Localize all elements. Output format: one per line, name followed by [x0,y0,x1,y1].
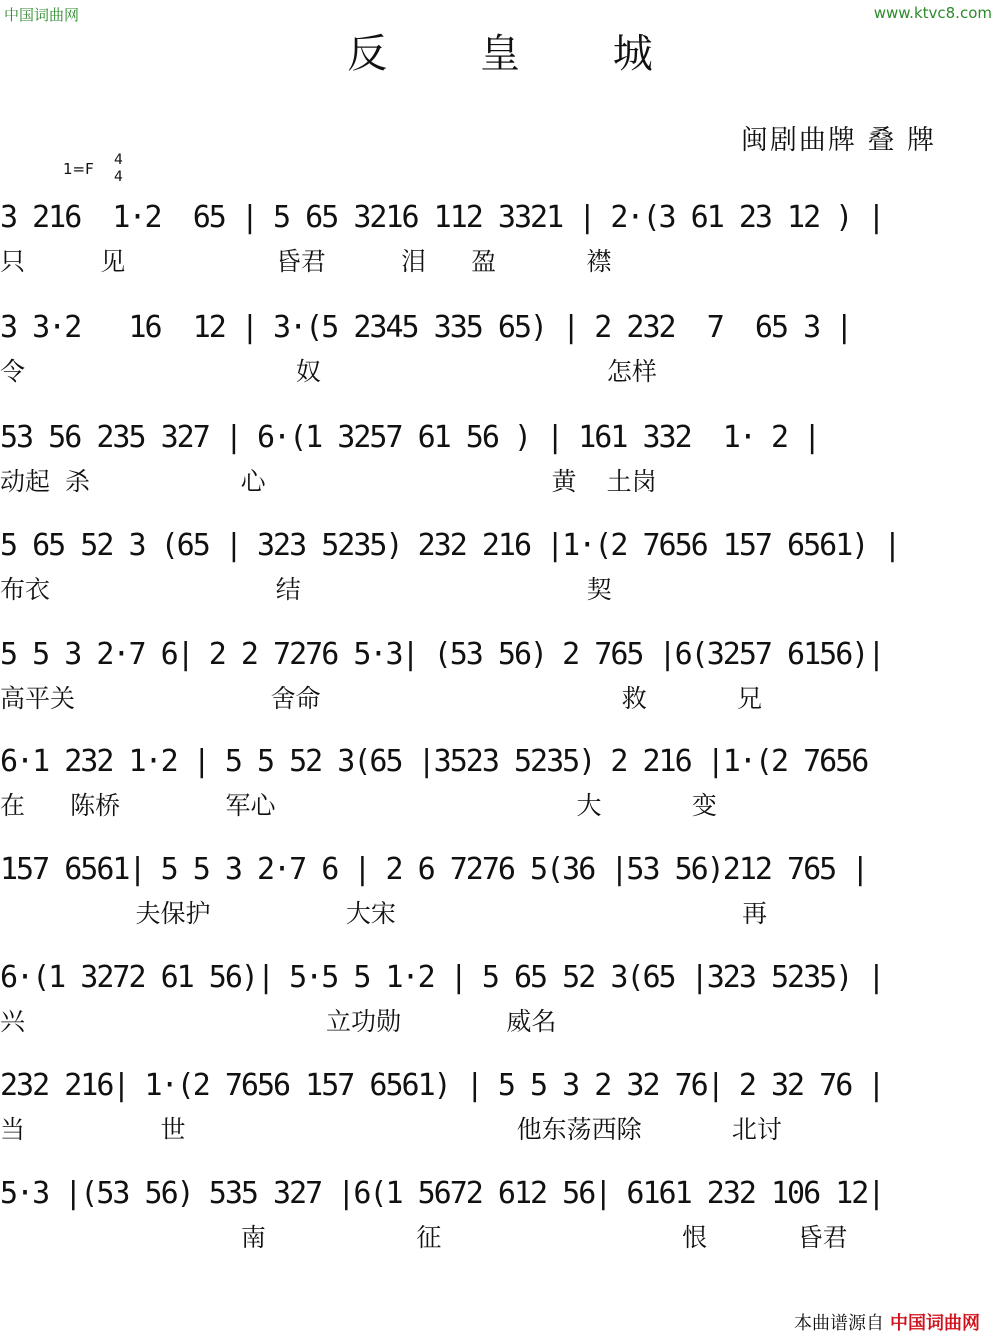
melody-line: 5 5 3 2·7 6| 2 2 7276 5·3| (53 56) 2 765 |6(3257 6156)| [0,637,884,672]
lyrics-line: 动起 杀 心 黄 土岗 [0,467,657,496]
melody-line: 6·(1 3272 61 56)| 5·5 5 1·2 | 5 65 52 3(65 |323 5235) | [0,960,884,995]
score-row-4 [0,526,1000,626]
score-row-1 [0,198,1000,298]
lyrics-line: 南 征 恨 昏君 [0,1223,848,1252]
melody-line: 3 216 1·2 65 | 5 65 3216 112 3321 | 2·(3 61 23 12 ) | [0,200,884,235]
melody-line: 157 6561| 5 5 3 2·7 6 | 2 6 7276 5(36 |53 56)212 765 | [0,852,868,887]
melody-line: 232 216| 1·(2 7656 157 6561) | 5 5 3 2 32 76| 2 32 76 | [0,1068,884,1103]
watermark-site-right: www.ktvc8.com [873,4,992,22]
time-signature-bottom: 4 [114,169,123,185]
score-title: 反 皇 城 [347,31,693,77]
score-row-7 [0,850,1000,950]
score-row-8 [0,958,1000,1058]
watermark-site-left: 中国词曲网 [4,6,80,24]
melody-line: 53 56 235 327 | 6·(1 3257 61 56 ) | 161 332 1· 2 | [0,420,820,455]
score-row-3 [0,418,1000,518]
score-row-10 [0,1174,1000,1274]
lyrics-line: 令 奴 怎样 [0,357,657,386]
melody-line: 3 3·2 16 12 | 3·(5 2345 335 65) | 2 232 7 65 3 | [0,310,852,345]
time-signature-top: 4 [114,152,123,168]
score-source: 闽剧曲牌 叠 牌 [740,125,936,156]
lyrics-line: 高平关 舍命 救 兄 [0,684,763,713]
lyrics-line: 兴 立功勋 威名 [0,1007,557,1036]
score-row-5 [0,635,1000,735]
lyrics-line: 当 世 他东荡西除 北讨 [0,1115,782,1144]
footer-source-label: 本曲谱源自 [794,1313,884,1334]
melody-line: 6·1 232 1·2 | 5 5 52 3(65 |3523 5235) 2 216 |1·(2 7656 [0,744,868,779]
key-signature: 1=F [63,160,94,178]
lyrics-line: 在 陈桥 军心 大 变 [0,791,717,820]
score-row-6 [0,742,1000,842]
melody-line: 5·3 |(53 56) 535 327 |6(1 5672 612 56| 6161 232 106 12| [0,1176,884,1211]
lyrics-line: 只 见 昏君 泪 盈 襟 [0,247,612,276]
score-row-9 [0,1066,1000,1166]
melody-line: 5 65 52 3 (65 | 323 5235) 232 216 |1·(2 7656 157 6561) | [0,528,900,563]
footer-site-link[interactable]: 中国词曲网 [890,1313,980,1334]
lyrics-line: 夫保护 大宋 再 [0,899,768,928]
score-row-2 [0,308,1000,408]
time-signature [114,152,123,186]
lyrics-line: 布衣 结 契 [0,575,612,604]
